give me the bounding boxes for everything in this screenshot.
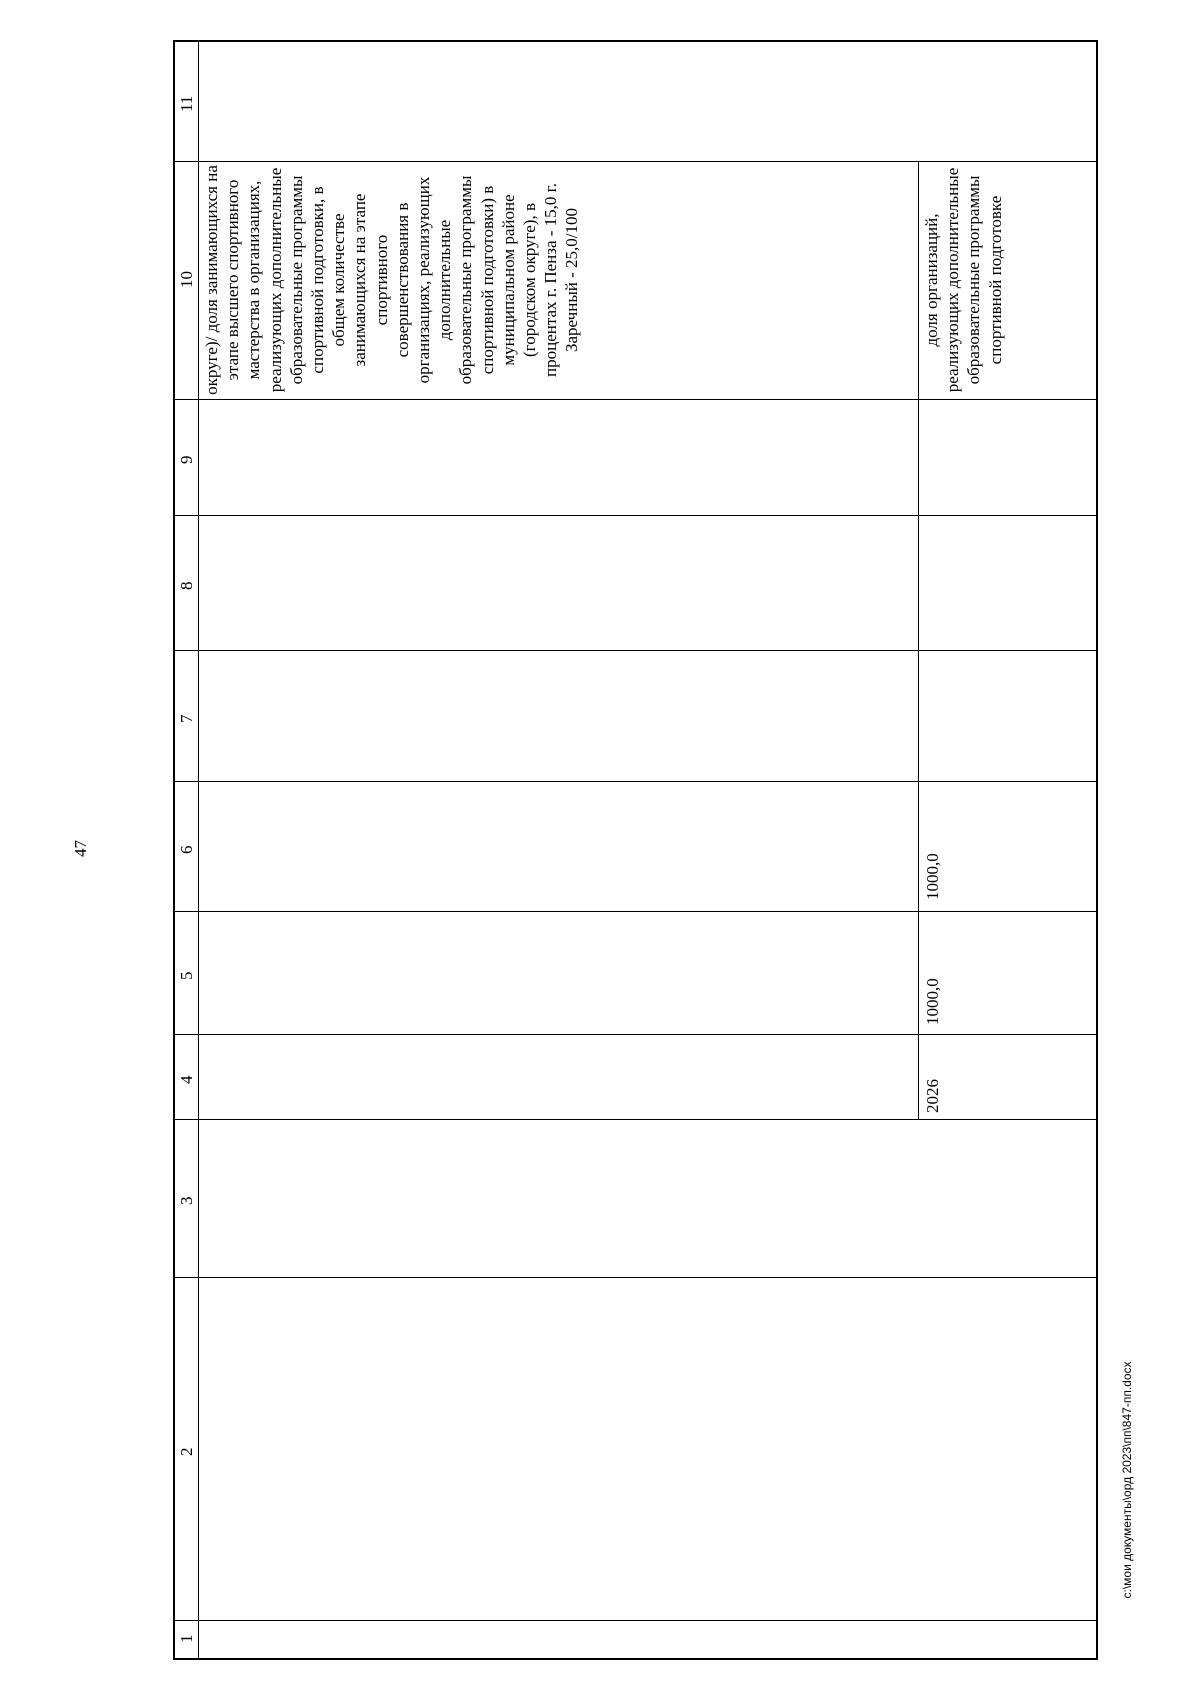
col-number-9: 9 bbox=[177, 455, 196, 464]
col-sep-7-6 bbox=[173, 781, 1098, 782]
row-sep bbox=[918, 161, 919, 1119]
row1-col10-text: округе)/ доля занимающихся на этапе высшего спортивного мастерства в организациях, реализующих дополнительные образовательные программы спортивной подготовки, в общем количестве занимающихся на этапе спортивного совершенствования в организациях, реализующих дополнительные образовательные программы спортивной подготовки) в муниципальном районе (городском округе), в процентах г. Пенза - 15,0 г. Заречный - 25,0/100 bbox=[202, 165, 582, 395]
col-sep-6-5 bbox=[173, 911, 1098, 912]
row2-year: 2026 bbox=[923, 1079, 942, 1113]
col-number-10: 10 bbox=[177, 271, 196, 288]
col-number-7: 7 bbox=[177, 714, 196, 723]
col-sep-4-3 bbox=[173, 1119, 1098, 1120]
col-sep-9-8 bbox=[173, 515, 1098, 516]
col-number-3: 3 bbox=[177, 1196, 196, 1205]
col-sep-10-9 bbox=[173, 399, 1098, 400]
col-number-5: 5 bbox=[177, 971, 196, 980]
data-table bbox=[173, 40, 1098, 1660]
col-number-2: 2 bbox=[177, 1447, 196, 1456]
col-number-6: 6 bbox=[177, 845, 196, 854]
col-number-8: 8 bbox=[177, 581, 196, 590]
col-sep-5-4 bbox=[173, 1034, 1098, 1035]
col-sep-8-7 bbox=[173, 650, 1098, 651]
col-sep-11-10 bbox=[173, 161, 1098, 162]
col-number-11: 11 bbox=[177, 95, 196, 112]
page-number: 47 bbox=[71, 840, 90, 857]
footer-file-path: c:\мои документы\орд 2023\пп\847-пп.docx bbox=[1120, 1361, 1134, 1599]
col-number-1: 1 bbox=[177, 1634, 196, 1643]
row2-col5-value: 1000,0 bbox=[923, 978, 942, 1025]
col-sep-3-2 bbox=[173, 1277, 1098, 1278]
row2-col6-value: 1000,0 bbox=[923, 853, 942, 900]
col-sep-2-1 bbox=[173, 1620, 1098, 1621]
row2-col10-text: доля организаций, реализующих дополнительные образовательные программы спортивной подготовке bbox=[922, 167, 1005, 393]
col-number-4: 4 bbox=[177, 1075, 196, 1084]
